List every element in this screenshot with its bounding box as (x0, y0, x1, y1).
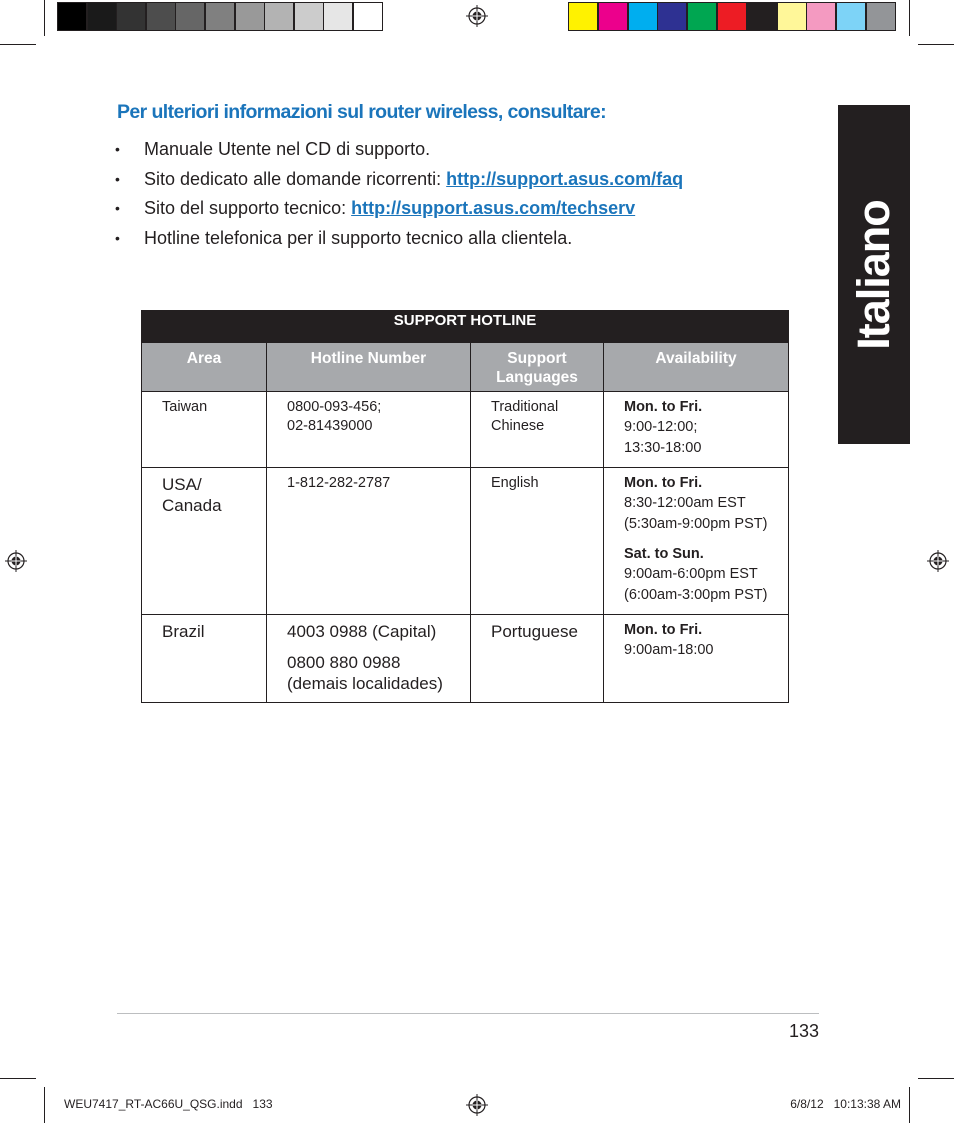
table-title: SUPPORT HOTLINE (142, 311, 789, 343)
list-item (113, 196, 683, 226)
language-cell: Traditional Chinese (471, 392, 604, 468)
crop-mark-bottom-left-h (0, 1078, 36, 1079)
gray-swatch (57, 2, 87, 31)
footer-rule (117, 1013, 819, 1014)
availability-time: 8:30-12:00am EST (624, 495, 746, 511)
list-item (113, 137, 683, 167)
hotline-cell (267, 392, 471, 468)
crop-mark-bottom-right-h (918, 1078, 954, 1079)
language-cell: Portuguese (471, 615, 604, 703)
list-item (113, 226, 683, 256)
area-cell: Taiwan (142, 392, 267, 468)
area-cell: USA/ Canada (142, 468, 267, 615)
color-swatch (628, 2, 658, 31)
color-swatch (657, 2, 687, 31)
hotline-cell (267, 615, 471, 703)
bullet-icon: • (115, 229, 120, 246)
list-item (113, 167, 683, 197)
gray-swatch (175, 2, 205, 31)
color-swatch (598, 2, 628, 31)
faq-link[interactable]: http://support.asus.com/faq (446, 168, 684, 189)
registration-mark-left-icon (5, 550, 27, 572)
crop-mark-top-right-h (918, 44, 954, 45)
column-header-area: Area (142, 343, 267, 392)
techserv-link[interactable]: http://support.asus.com/techserv (351, 198, 636, 219)
gray-swatch (294, 2, 324, 31)
bullet-text: Sito dedicato alle domande ricorrenti: (144, 168, 447, 189)
bullet-icon: • (115, 141, 120, 157)
page-number: 133 (788, 1021, 819, 1041)
gray-swatch (116, 2, 146, 31)
availability-time: 9:00am-6:00pm EST (624, 566, 758, 582)
availability-time: (5:30am-9:00pm PST) (624, 516, 768, 532)
registration-mark-right-icon (927, 550, 949, 572)
color-swatch (747, 2, 777, 31)
bullet-text: Sito del supporto tecnico: (144, 198, 352, 219)
column-header-support-languages: Support Languages (471, 343, 604, 392)
bullet-text: Hotline telefonica per il supporto tecnico alla clientela. (144, 227, 573, 248)
section-heading: Per ulteriori informazioni sul router wireless, consultare: (117, 101, 607, 123)
gray-swatch (353, 2, 383, 31)
table-row (142, 392, 789, 468)
side-tab-label: Italiano (848, 199, 899, 350)
gray-swatch (235, 2, 265, 31)
bullet-icon: • (115, 170, 120, 187)
table-row (142, 468, 789, 615)
crop-mark-top-right-v (909, 0, 910, 36)
availability-cell (604, 468, 789, 615)
hotline-number: 4003 0988 (Capital) (287, 622, 437, 641)
bullet-text: Manuale Utente nel CD di supporto. (144, 139, 431, 159)
color-swatch (806, 2, 836, 31)
hotline-cell (267, 468, 471, 615)
print-slug-filename: WEU7417_RT-AC66U_QSG.indd 133 (64, 1097, 273, 1111)
color-swatch (866, 2, 896, 31)
crop-mark-top-left-h (0, 44, 36, 45)
print-slug-timestamp: 6/8/12 10:13:38 AM (790, 1097, 901, 1111)
support-hotline-table (141, 310, 789, 703)
availability-time: (6:00am-3:00pm PST) (624, 587, 768, 603)
availability-time: 9:00am-18:00 (624, 642, 714, 658)
color-swatch (568, 2, 598, 31)
info-bullet-list (113, 137, 683, 255)
color-swatch (777, 2, 807, 31)
crop-mark-bottom-left-v (44, 1087, 45, 1123)
language-cell: English (471, 468, 604, 615)
color-swatch (717, 2, 747, 31)
gray-swatch (323, 2, 353, 31)
area-cell: Brazil (142, 615, 267, 703)
hotline-number: 1-812-282-2787 (287, 475, 391, 491)
gray-swatch (264, 2, 294, 31)
registration-mark-top-icon (466, 5, 488, 27)
column-header-hotline-number: Hotline Number (267, 343, 471, 392)
crop-mark-bottom-right-v (909, 1087, 910, 1123)
crop-mark-top-left-v (44, 0, 45, 36)
availability-days: Mon. to Fri. (624, 622, 703, 638)
availability-cell (604, 392, 789, 468)
gray-swatch (205, 2, 235, 31)
bullet-icon: • (115, 200, 120, 217)
gray-swatch (146, 2, 176, 31)
availability-cell (604, 615, 789, 703)
table-row (142, 615, 789, 703)
column-header-availability: Availability (604, 343, 789, 392)
language-side-tab (838, 105, 910, 444)
color-swatch (687, 2, 717, 31)
gray-swatch (87, 2, 117, 31)
availability-time: 9:00-12:00; (624, 419, 698, 435)
availability-days: Mon. to Fri. (624, 399, 703, 415)
color-swatch (836, 2, 866, 31)
hotline-number: 0800-093-456; 02-81439000 (287, 399, 382, 434)
availability-days: Mon. to Fri. (624, 475, 703, 491)
registration-mark-bottom-icon (466, 1094, 488, 1116)
availability-days: Sat. to Sun. (624, 546, 704, 562)
hotline-number: 0800 880 0988 (demais localidades) (287, 653, 443, 693)
availability-time: 13:30-18:00 (624, 440, 702, 456)
